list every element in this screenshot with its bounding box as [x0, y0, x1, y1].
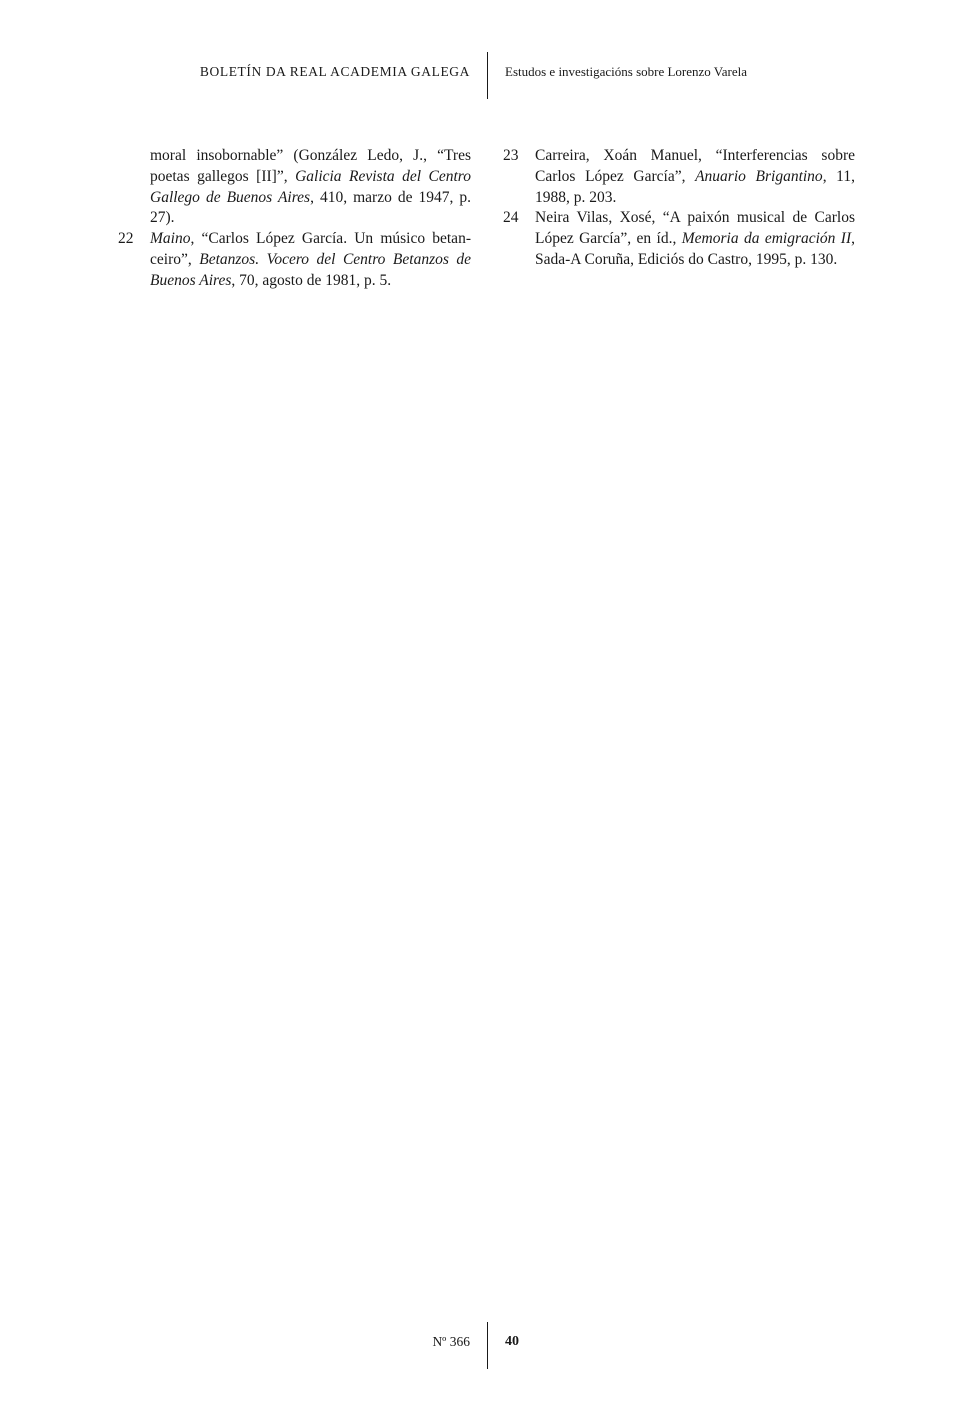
footnote-italic-title: Memoria da emigración II [681, 230, 852, 248]
footnote-text-part: Neira Vilas, Xosé, “A paixón musical de Carlos López García”, en íd., [535, 209, 855, 248]
footnote-text [535, 208, 855, 270]
page-number: 40 [505, 1334, 519, 1349]
footnote-24 [503, 208, 855, 270]
footnote-23 [503, 146, 855, 208]
header-divider [487, 52, 488, 99]
footnote-text [535, 146, 855, 208]
footnote-text-part: , “Carlos López García. Un músico betanceiro”, [150, 230, 471, 268]
footnote-number: 24 [503, 209, 519, 227]
footnote-text [150, 146, 471, 229]
footnote-italic-title: Anuario Brigantino [695, 167, 823, 185]
footnote-continuation [118, 146, 471, 229]
footnote-italic-title: Galicia Revista del Centro Gallego de Buenos Aires [150, 167, 471, 206]
footnote-22 [118, 229, 471, 291]
footnote-text-part: , 410, marzo de 1947, p. 27). [150, 188, 471, 227]
footnote-number: 22 [118, 230, 134, 248]
footer-divider [487, 1322, 488, 1369]
footnote-text-part: , 11, 1988, p. 203. [535, 167, 855, 206]
footnotes-left-column [118, 146, 471, 292]
footer-issue-number: Nº 366 [432, 1334, 470, 1349]
footnote-text [150, 229, 471, 291]
running-header-section: Estudos e investigacións sobre Lorenzo Varela [505, 64, 747, 79]
footnote-text-part: , 70, agosto de 1981, p. 5. [231, 271, 392, 289]
footnote-number: 23 [503, 147, 519, 164]
footnote-italic-author: Maino [150, 230, 191, 248]
footnote-text-part: Carreira, Xoán Manuel, “Interferencias sobre Carlos López García”, [535, 147, 855, 185]
running-header-journal: BOLETÍN DA REAL ACADEMIA GALEGA [199, 64, 470, 79]
footnote-text-part: moral insobornable” (González Ledo, J., “Tres poetas gallegos [II]”, [150, 147, 471, 185]
footnote-italic-title: Betanzos. Vocero del Centro Betanzos de Buenos Aires [150, 250, 472, 289]
footnote-number-blank [118, 146, 150, 229]
footnote-text-part: , Sada-A Coruña, Ediciós do Castro, 1995, p. 130. [535, 230, 856, 268]
footnotes-right-column [503, 146, 855, 271]
